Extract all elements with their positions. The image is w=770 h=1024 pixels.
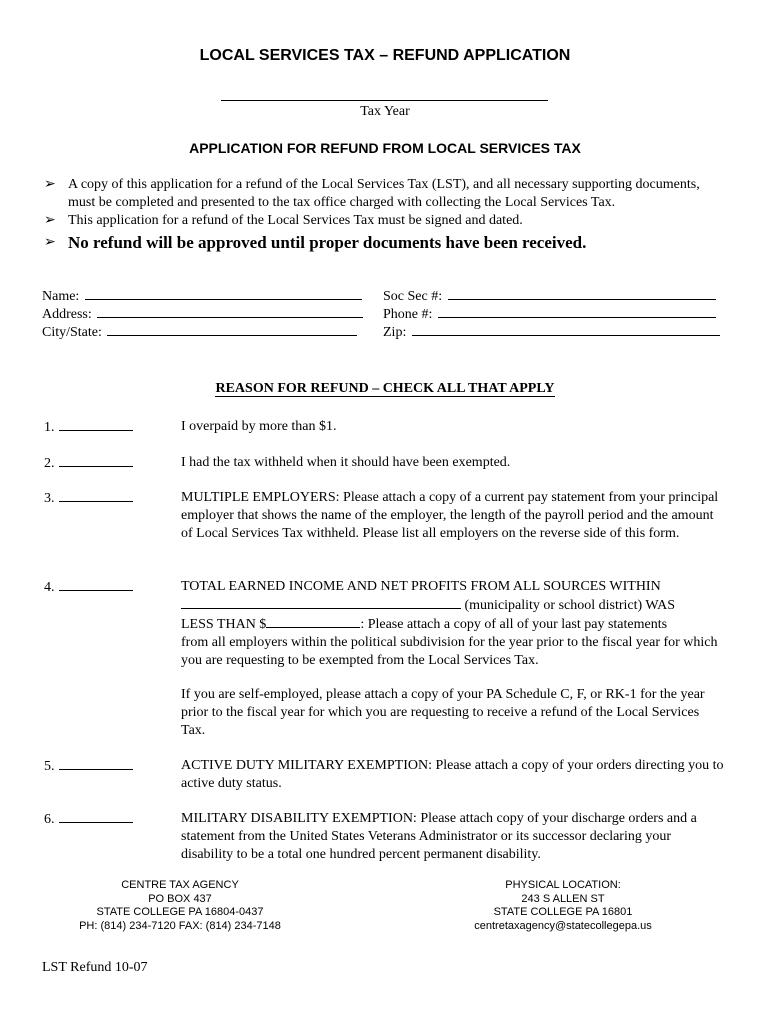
income-amount-input-line[interactable] (266, 615, 360, 628)
arrow-bullet-icon: ➢ (44, 213, 56, 228)
instruction-item-emphasis: ➢ No refund will be approved until proper documents have been received. (44, 233, 587, 252)
page-title: LOCAL SERVICES TAX – REFUND APPLICATION (199, 47, 571, 64)
reason-4-check-line[interactable] (59, 578, 133, 591)
address-input-line[interactable] (97, 305, 363, 318)
reason-1-check: 1. (44, 418, 133, 437)
reason-1-check-line[interactable] (59, 418, 133, 431)
reason-5-text: ACTIVE DUTY MILITARY EXEMPTION: Please attach a copy of your orders directing you to active duty status. (181, 758, 724, 791)
form-id: LST Refund 10-07 (42, 960, 148, 975)
instruction-item: ➢ This application for a refund of the Local Services Tax must be signed and dated. (44, 213, 523, 228)
reason-3-check: 3. (44, 489, 133, 508)
reason-6-check-line[interactable] (59, 810, 133, 823)
tax-year-label: Tax Year (360, 104, 410, 119)
zip-field: Zip: (383, 323, 720, 342)
reason-3-check-line[interactable] (59, 489, 133, 502)
reason-6-text: MILITARY DISABILITY EXEMPTION: Please attach copy of your discharge orders and a statement from the United States Veterans Administrator or its successor declaring your disability to be a total one hundred percent permanent disability. (181, 811, 697, 862)
reason-6-check: 6. (44, 810, 133, 829)
reason-3-text: MULTIPLE EMPLOYERS: Please attach a copy of a current pay statement from your principal employer that shows the name of the employer, the length of the payroll period and the amount of Local Services Tax withheld. Please list all employers on the reverse side of this form. (181, 490, 719, 541)
instructions-list (44, 176, 714, 254)
arrow-bullet-icon: ➢ (44, 177, 56, 192)
zip-input-line[interactable] (412, 323, 720, 336)
reason-2-check-line[interactable] (59, 454, 133, 467)
reason-2-check: 2. (44, 454, 133, 473)
phone-input-line[interactable] (438, 305, 716, 318)
arrow-bullet-icon: ➢ (44, 235, 56, 250)
reason-1-text: I overpaid by more than $1. (181, 419, 337, 434)
mailing-address: CENTRE TAX AGENCY PO BOX 437 STATE COLLEGE PA 16804-0437 PH: (814) 234-7120 FAX: (814) 234-7148 (79, 879, 281, 932)
instruction-item: ➢ A copy of this application for a refund of the Local Services Tax (LST), and all necessary supporting documents, must be completed and presented to the tax office charged with collecting the Local Services Tax. (44, 177, 700, 210)
physical-location: PHYSICAL LOCATION: 243 S ALLEN ST STATE COLLEGE PA 16801 centretaxagency@statecollegepa.us (448, 879, 678, 933)
reason-2-text: I had the tax withheld when it should have been exempted. (181, 455, 511, 470)
reason-4-text: TOTAL EARNED INCOME AND NET PROFITS FROM ALL SOURCES WITHIN (municipality or school district) WAS LESS THAN $ : Please attach a copy of all of your last pay statements from all employers within the political subdivision for the year prior to the fiscal year for which you are requesting to be exempted from the Local Services Tax. If you are self-employed, please attach a copy of your PA Schedule C, F, or RK-1 for the year prior to the fiscal year for which you are requesting to receive a refund of the Local Services Tax. (181, 579, 718, 738)
email-link[interactable]: centretaxagency@statecollegepa.us (474, 919, 652, 932)
phone-field: Phone #: (383, 305, 716, 324)
name-field: Name: (42, 287, 362, 306)
reason-4-check: 4. (44, 578, 133, 597)
tax-year-line[interactable] (221, 100, 548, 101)
city-state-input-line[interactable] (107, 323, 357, 336)
reason-5-check-line[interactable] (59, 757, 133, 770)
soc-sec-input-line[interactable] (448, 287, 716, 300)
reason-heading: REASON FOR REFUND – CHECK ALL THAT APPLY (215, 381, 555, 396)
municipality-input-line[interactable] (181, 596, 461, 609)
soc-sec-field: Soc Sec #: (383, 287, 716, 306)
city-state-field: City/State: (42, 323, 357, 342)
address-field: Address: (42, 305, 363, 324)
name-input-line[interactable] (85, 287, 362, 300)
subtitle: APPLICATION FOR REFUND FROM LOCAL SERVICES TAX (189, 140, 581, 156)
reason-5-check: 5. (44, 757, 133, 776)
